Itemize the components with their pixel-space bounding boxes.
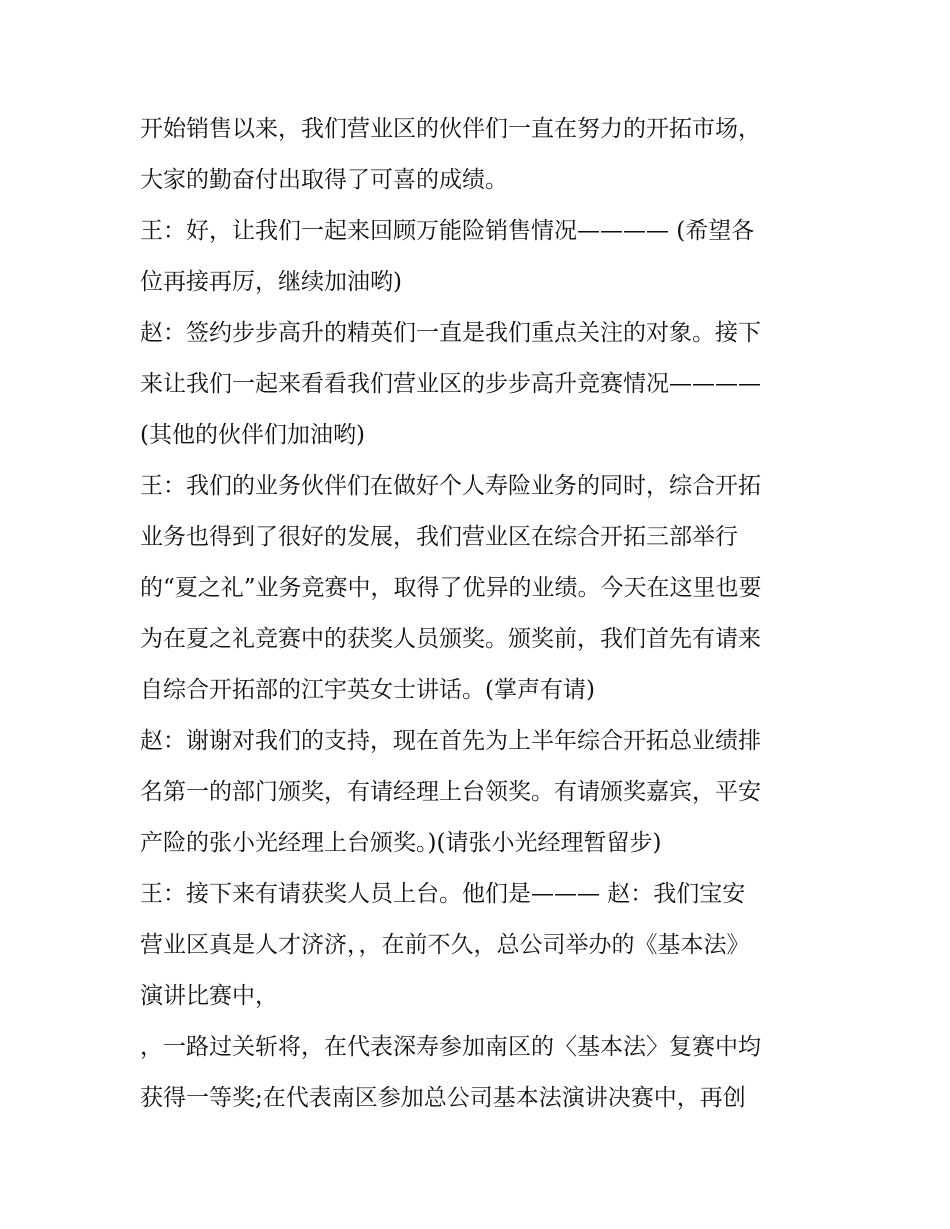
- text-line-13: 赵：谢谢对我们的支持，现在首先为上半年综合开拓总业绩排: [140, 728, 761, 754]
- text-line-15: 产险的张小光经理上台颁奖。)(请张小光经理暂留步): [140, 830, 662, 856]
- text-line-4: 位再接再厉，继续加油哟): [140, 269, 402, 295]
- text-line-9: 业务也得到了很好的发展，我们营业区在综合开拓三部举行: [140, 524, 738, 550]
- text-line-6: 来让我们一起来看看我们营业区的步步高升竞赛情况————: [140, 371, 761, 397]
- document-body: [140, 104, 830, 1124]
- text-line-20: 获得一等奖;在代表南区参加总公司基本法演讲决赛中，再创: [140, 1085, 746, 1111]
- text-line-17: 营业区真是人才济济，，在前不久，总公司举办的《基本法》: [140, 932, 750, 958]
- text-line-7: (其他的伙伴们加油哟): [140, 422, 365, 448]
- text-line-18: 演讲比赛中，: [140, 983, 278, 1009]
- text-line-19: ，一路过关斩将，在代表深寿参加南区的〈基本法〉复赛中均: [140, 1034, 761, 1060]
- text-line-14: 名第一的部门颁奖，有请经理上台领奖。有请颁奖嘉宾，平安: [140, 779, 761, 805]
- text-line-3: 王：好，让我们一起来回顾万能险销售情况———— (希望各: [140, 218, 755, 244]
- text-line-12: 自综合开拓部的江宇英女士讲话。(掌声有请): [140, 677, 595, 703]
- text-line-11: 为在夏之礼竞赛中的获奖人员颁奖。颁奖前，我们首先有请来: [140, 626, 761, 652]
- text-line-2: 大家的勤奋付出取得了可喜的成绩。: [140, 167, 508, 193]
- text-line-16: 王：接下来有请获奖人员上台。他们是——— 赵：我们宝安: [140, 881, 746, 907]
- text-line-1: 开始销售以来，我们营业区的伙伴们一直在努力的开拓市场，: [140, 116, 761, 142]
- text-line-5: 赵：签约步步高升的精英们一直是我们重点关注的对象。接下: [140, 320, 761, 346]
- text-line-8: 王：我们的业务伙伴们在做好个人寿险业务的同时，综合开拓: [140, 473, 761, 499]
- text-line-10: 的“夏之礼”业务竞赛中，取得了优异的业绩。今天在这里也要: [140, 575, 762, 601]
